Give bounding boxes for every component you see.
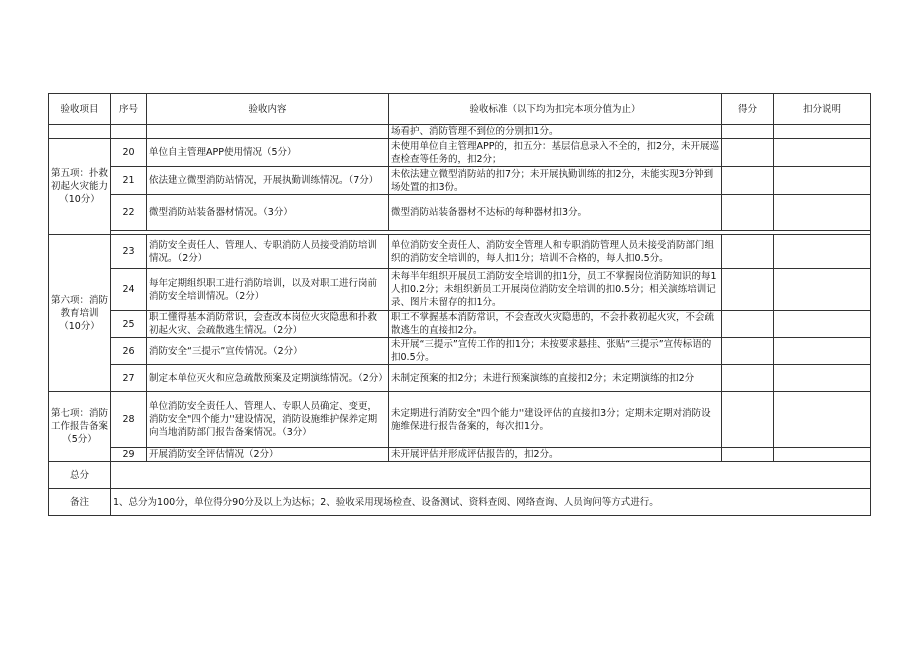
- cell-deduction-note[interactable]: [774, 125, 871, 139]
- cell-empty: [49, 125, 111, 139]
- cell-deduction-note[interactable]: [774, 195, 871, 231]
- total-row: [49, 462, 871, 489]
- cell-content: 微型消防站装备器材情况。（3分）: [147, 195, 389, 231]
- acceptance-table: [48, 93, 871, 516]
- cell-content: 单位自主管理APP使用情况（5分）: [147, 139, 389, 167]
- table-row: [49, 448, 871, 462]
- cell-score[interactable]: [722, 311, 774, 338]
- table-row: [49, 139, 871, 167]
- header-row: [49, 94, 871, 125]
- cell-no: 20: [111, 139, 147, 167]
- cell-deduction-note[interactable]: [774, 311, 871, 338]
- cell-content: 制定本单位灭火和应急疏散预案及定期演练情况。（2分）: [147, 365, 389, 392]
- cell-score[interactable]: [722, 125, 774, 139]
- cell-no: 27: [111, 365, 147, 392]
- notes-row: [49, 489, 871, 516]
- category-fifth: 第五项：扑救初起火灾能力（10分）: [49, 139, 111, 235]
- cell-no: 23: [111, 235, 147, 269]
- cell-standard: 单位消防安全责任人、消防安全管理人和专职消防管理人员未接受消防部门组织的消防安全培训的，每人扣1分；培训不合格的，每人扣0.5分。: [389, 235, 722, 269]
- cell-no: 24: [111, 269, 147, 311]
- cell-deduction-note[interactable]: [774, 235, 871, 269]
- cell-standard: 未定期进行消防安全"四个能力''建设评估的直接扣3分；定期未定期对消防设施维保进行报告备案的，每次扣1分。: [389, 392, 722, 448]
- header-score: 得分: [722, 94, 774, 125]
- header-no: 序号: [111, 94, 147, 125]
- cell-standard: 微型消防站装备器材不达标的每种器材扣3分。: [389, 195, 722, 231]
- cell-content: 单位消防安全责任人、管理人、专职人员确定、变更，消防安全"四个能力''建设情况，消防设施维护保养定期向当地消防部门报告备案情况。（3分）: [147, 392, 389, 448]
- cell-standard: 未开展“三提示”宣传工作的扣1分；未按要求悬挂、张贴“三提示”宣传标语的扣0.5分。: [389, 338, 722, 365]
- header-content: 验收内容: [147, 94, 389, 125]
- cell-empty: [147, 125, 389, 139]
- header-item: 验收项目: [49, 94, 111, 125]
- notes-label: 备注: [49, 489, 111, 516]
- cell-standard: 职工不掌握基本消防常识，不会查改火灾隐患的，不会扑救初起火灾，不会疏散逃生的直接扣2分。: [389, 311, 722, 338]
- table-row: [49, 392, 871, 448]
- cell-standard: 未使用单位自主管理APP的，扣五分：基层信息录入不全的，扣2分，未开展巡查检查等任务的，扣2分；: [389, 139, 722, 167]
- cell-content: 开展消防安全评估情况（2分）: [147, 448, 389, 462]
- cell-deduction-note[interactable]: [774, 338, 871, 365]
- cell-score[interactable]: [722, 195, 774, 231]
- cell-deduction-note[interactable]: [774, 167, 871, 195]
- cell-score[interactable]: [722, 269, 774, 311]
- cell-score[interactable]: [722, 338, 774, 365]
- cell-deduction-note[interactable]: [774, 139, 871, 167]
- cell-deduction-note[interactable]: [774, 365, 871, 392]
- cell-content: 每年定期组织职工进行消防培训，以及对职工进行岗前消防安全培训情况。（2分）: [147, 269, 389, 311]
- cell-no: 26: [111, 338, 147, 365]
- cell-no: 22: [111, 195, 147, 231]
- cell-empty: [111, 125, 147, 139]
- cell-score[interactable]: [722, 392, 774, 448]
- table-row: [49, 365, 871, 392]
- header-standard: 验收标准（以下均为扣完本项分值为止）: [389, 94, 722, 125]
- table-row: [49, 125, 871, 139]
- total-label: 总分: [49, 462, 111, 489]
- cell-score[interactable]: [722, 139, 774, 167]
- notes-text: 1、总分为100分，单位得分90分及以上为达标；2、验收采用现场检查、设备测试、资料查阅、网络查询、人员询问等方式进行。: [111, 489, 871, 516]
- category-seventh: 第七项：消防工作报告备案（5分）: [49, 392, 111, 462]
- cell-standard: 未制定预案的扣2分；未进行预案演练的直接扣2分；未定期演练的扣2分: [389, 365, 722, 392]
- header-deduction-note: 扣分说明: [774, 94, 871, 125]
- cell-standard: 未开展评估并形成评估报告的，扣2分。: [389, 448, 722, 462]
- cell-no: 21: [111, 167, 147, 195]
- cell-standard: 场看护、消防管理不到位的分别扣1分。: [389, 125, 722, 139]
- cell-score[interactable]: [722, 235, 774, 269]
- total-value[interactable]: [111, 462, 871, 489]
- table-row: [49, 311, 871, 338]
- table-row: [49, 235, 871, 269]
- cell-no: 29: [111, 448, 147, 462]
- cell-no: 28: [111, 392, 147, 448]
- category-sixth: 第六项：消防教育培训（10分）: [49, 235, 111, 392]
- cell-score[interactable]: [722, 167, 774, 195]
- cell-no: 25: [111, 311, 147, 338]
- cell-deduction-note[interactable]: [774, 448, 871, 462]
- cell-standard: 未每半年组织开展员工消防安全培训的扣1分，员工不掌握岗位消防知识的每1人扣0.2分；未组织新员工开展岗位消防安全培训的扣0.5分；相关演练培训记录、图片未留存的扣1分。: [389, 269, 722, 311]
- cell-score[interactable]: [722, 448, 774, 462]
- cell-content: 消防安全“三提示”宣传情况。（2分）: [147, 338, 389, 365]
- table-row: [49, 338, 871, 365]
- cell-content: 消防安全责任人、管理人、专职消防人员接受消防培训情况。（2分）: [147, 235, 389, 269]
- table-row: [49, 195, 871, 231]
- cell-deduction-note[interactable]: [774, 392, 871, 448]
- cell-score[interactable]: [722, 365, 774, 392]
- cell-content: 职工懂得基本消防常识，会查改本岗位火灾隐患和扑救初起火灾、会疏散逃生情况。（2分）: [147, 311, 389, 338]
- cell-content: 依法建立微型消防站情况，开展执勤训练情况。（7分）: [147, 167, 389, 195]
- table-row: [49, 269, 871, 311]
- cell-standard: 未依法建立微型消防站的扣7分；未开展执勤训练的扣2分，未能实现3分钟到场处置的扣3份。: [389, 167, 722, 195]
- table-row: [49, 167, 871, 195]
- cell-deduction-note[interactable]: [774, 269, 871, 311]
